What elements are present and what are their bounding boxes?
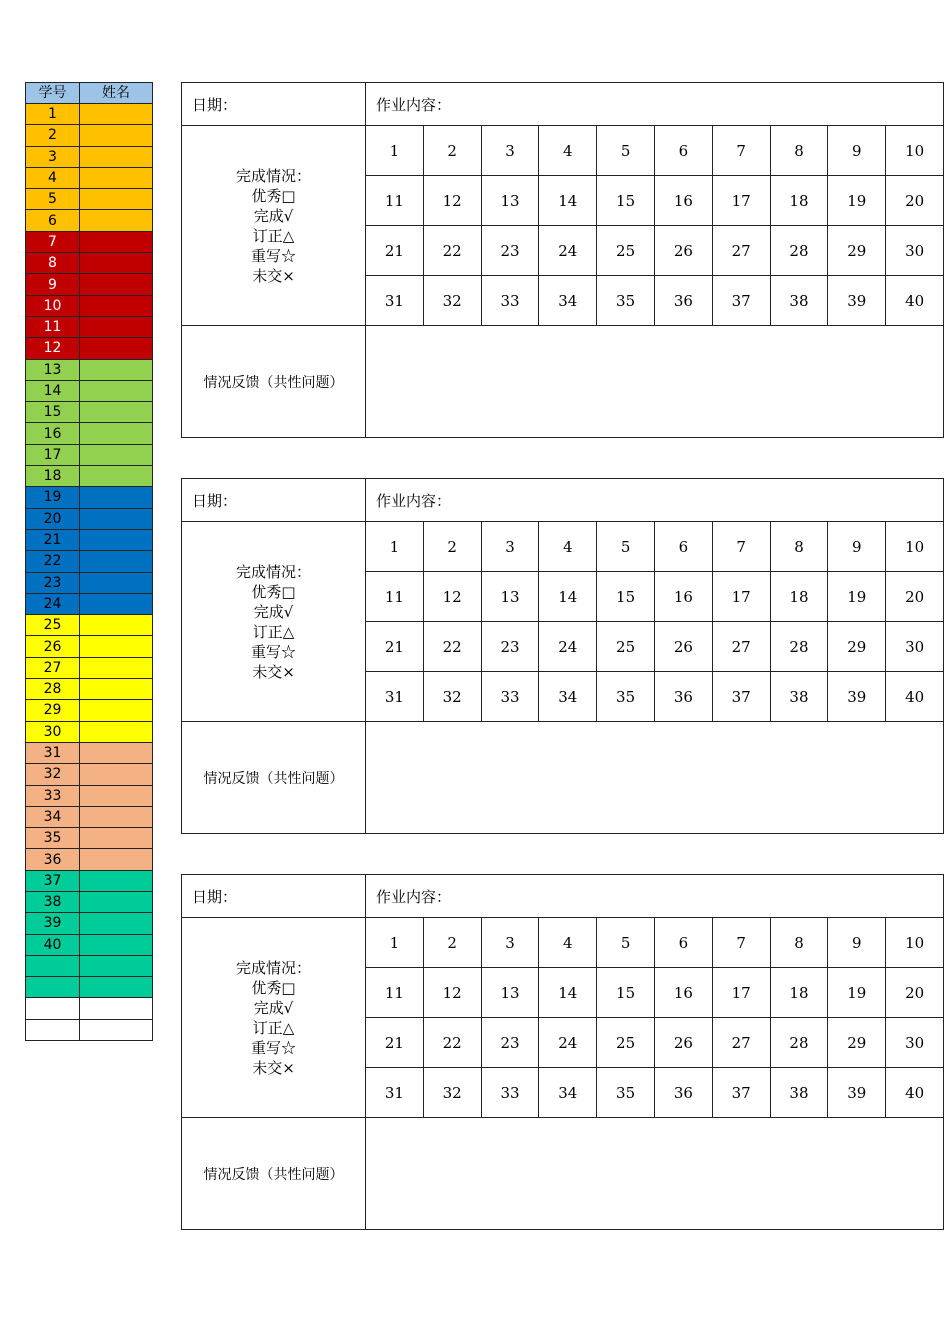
student-name-cell[interactable] xyxy=(80,274,153,295)
student-number-box[interactable]: 28 xyxy=(770,622,828,672)
student-number-box[interactable]: 36 xyxy=(654,672,712,722)
roster-row xyxy=(26,977,153,998)
student-number-box[interactable]: 14 xyxy=(539,968,597,1018)
student-number-box[interactable]: 32 xyxy=(423,1068,481,1118)
student-number-box[interactable]: 15 xyxy=(597,176,655,226)
roster-row xyxy=(26,934,153,955)
student-number-box[interactable]: 26 xyxy=(654,622,712,672)
student-number-cell: 37 xyxy=(26,870,80,891)
student-number-box[interactable]: 24 xyxy=(539,1018,597,1068)
roster-row xyxy=(26,657,153,678)
roster-row xyxy=(26,551,153,572)
student-number-box[interactable]: 15 xyxy=(597,572,655,622)
student-number-cell: 23 xyxy=(26,572,80,593)
student-number-box[interactable]: 2 xyxy=(423,918,481,968)
completion-status-legend xyxy=(182,126,366,326)
student-number-box[interactable]: 27 xyxy=(712,226,770,276)
student-number-box[interactable]: 27 xyxy=(712,1018,770,1068)
student-name-cell[interactable] xyxy=(80,849,153,870)
completion-status-legend xyxy=(182,918,366,1118)
feedback-label: 情况反馈（共性问题） xyxy=(182,722,366,834)
student-number-cell: 16 xyxy=(26,423,80,444)
student-number-cell: 39 xyxy=(26,913,80,934)
roster-row xyxy=(26,1019,153,1040)
student-number-cell: 33 xyxy=(26,785,80,806)
feedback-area[interactable] xyxy=(366,326,944,438)
student-number-box[interactable]: 21 xyxy=(366,622,424,672)
status-legend-line: 重写☆ xyxy=(250,642,296,661)
student-number-cell: 24 xyxy=(26,593,80,614)
student-number-box[interactable]: 31 xyxy=(366,672,424,722)
student-number-cell: 35 xyxy=(26,828,80,849)
student-number-cell xyxy=(26,1019,80,1040)
student-number-box[interactable]: 12 xyxy=(423,572,481,622)
roster-header-student-name: 姓名 xyxy=(80,83,153,104)
student-name-cell[interactable] xyxy=(80,402,153,423)
student-number-cell: 29 xyxy=(26,700,80,721)
student-number-box[interactable]: 24 xyxy=(539,622,597,672)
student-number-cell: 31 xyxy=(26,742,80,763)
student-number-box[interactable]: 37 xyxy=(712,276,770,326)
student-number-cell: 9 xyxy=(26,274,80,295)
student-number-box[interactable]: 39 xyxy=(828,1068,886,1118)
student-number-cell: 27 xyxy=(26,657,80,678)
student-name-cell[interactable] xyxy=(80,423,153,444)
student-number-box[interactable]: 29 xyxy=(828,622,886,672)
student-number-box[interactable]: 37 xyxy=(712,1068,770,1118)
student-number-box[interactable]: 23 xyxy=(481,226,539,276)
student-number-box[interactable]: 16 xyxy=(654,572,712,622)
roster-row xyxy=(26,806,153,827)
student-number-box[interactable]: 13 xyxy=(481,176,539,226)
student-number-box[interactable]: 39 xyxy=(828,672,886,722)
student-number-box[interactable]: 21 xyxy=(366,1018,424,1068)
student-number-cell: 8 xyxy=(26,253,80,274)
student-number-box[interactable]: 26 xyxy=(654,1018,712,1068)
student-number-box[interactable]: 16 xyxy=(654,176,712,226)
student-number-box[interactable]: 22 xyxy=(423,226,481,276)
student-number-box[interactable]: 34 xyxy=(539,276,597,326)
student-number-cell: 11 xyxy=(26,316,80,337)
student-number-box[interactable]: 3 xyxy=(481,126,539,176)
roster-row xyxy=(26,764,153,785)
student-number-cell: 40 xyxy=(26,934,80,955)
status-legend-line: 完成情况： xyxy=(235,562,311,581)
student-name-cell[interactable] xyxy=(80,466,153,487)
student-number-box[interactable]: 20 xyxy=(886,968,944,1018)
student-name-cell[interactable] xyxy=(80,253,153,274)
status-legend-line: 完成√ xyxy=(253,206,294,225)
student-number-box[interactable]: 25 xyxy=(597,226,655,276)
student-name-cell[interactable] xyxy=(80,700,153,721)
assignment-block-3 xyxy=(181,874,943,1230)
student-number-cell: 3 xyxy=(26,146,80,167)
student-name-cell[interactable] xyxy=(80,721,153,742)
student-number-box[interactable]: 29 xyxy=(828,1018,886,1068)
assignment-block-2 xyxy=(181,478,943,834)
student-number-box[interactable]: 19 xyxy=(828,572,886,622)
roster-row xyxy=(26,402,153,423)
student-number-cell: 34 xyxy=(26,806,80,827)
student-name-cell[interactable] xyxy=(80,295,153,316)
student-name-cell[interactable] xyxy=(80,891,153,912)
student-name-cell[interactable] xyxy=(80,593,153,614)
roster-row xyxy=(26,274,153,295)
student-number-cell: 28 xyxy=(26,679,80,700)
roster-row xyxy=(26,636,153,657)
student-number-box[interactable]: 7 xyxy=(712,522,770,572)
roster-row xyxy=(26,231,153,252)
student-name-cell[interactable] xyxy=(80,167,153,188)
student-number-box[interactable]: 7 xyxy=(712,126,770,176)
status-legend-line: 重写☆ xyxy=(250,1038,296,1057)
student-number-box[interactable]: 15 xyxy=(597,968,655,1018)
student-name-cell[interactable] xyxy=(80,742,153,763)
student-number-box[interactable]: 30 xyxy=(886,1018,944,1068)
student-number-box[interactable]: 1 xyxy=(366,918,424,968)
student-number-cell: 4 xyxy=(26,167,80,188)
student-name-cell[interactable] xyxy=(80,977,153,998)
student-number-box[interactable]: 10 xyxy=(886,522,944,572)
student-number-cell: 12 xyxy=(26,338,80,359)
roster-row xyxy=(26,700,153,721)
roster-row xyxy=(26,998,153,1019)
student-number-box[interactable]: 3 xyxy=(481,918,539,968)
student-number-cell xyxy=(26,998,80,1019)
student-number-box[interactable]: 27 xyxy=(712,622,770,672)
student-number-cell: 1 xyxy=(26,104,80,125)
homework-content-label[interactable]: 作业内容： xyxy=(366,875,944,918)
student-number-box[interactable]: 5 xyxy=(597,126,655,176)
student-number-box[interactable]: 36 xyxy=(654,1068,712,1118)
student-name-cell[interactable] xyxy=(80,636,153,657)
student-number-box[interactable]: 8 xyxy=(770,522,828,572)
student-number-box[interactable]: 1 xyxy=(366,126,424,176)
student-name-cell[interactable] xyxy=(80,529,153,550)
student-number-box[interactable]: 25 xyxy=(597,622,655,672)
student-name-cell[interactable] xyxy=(80,146,153,167)
roster-header-row xyxy=(26,83,153,104)
student-number-box[interactable]: 2 xyxy=(423,126,481,176)
student-number-box[interactable]: 20 xyxy=(886,176,944,226)
roster-row xyxy=(26,167,153,188)
student-name-cell[interactable] xyxy=(80,764,153,785)
student-number-box[interactable]: 6 xyxy=(654,522,712,572)
student-name-cell[interactable] xyxy=(80,615,153,636)
roster-row xyxy=(26,785,153,806)
student-number-box[interactable]: 28 xyxy=(770,1018,828,1068)
student-number-box[interactable]: 17 xyxy=(712,572,770,622)
student-number-cell: 20 xyxy=(26,508,80,529)
roster-row xyxy=(26,146,153,167)
student-number-cell: 5 xyxy=(26,189,80,210)
feedback-label: 情况反馈（共性问题） xyxy=(182,1118,366,1230)
student-number-box[interactable]: 17 xyxy=(712,968,770,1018)
roster-row xyxy=(26,508,153,529)
status-legend-line: 完成√ xyxy=(253,998,294,1017)
status-legend-line: 未交× xyxy=(252,1058,295,1077)
student-number-box[interactable]: 9 xyxy=(828,522,886,572)
student-name-cell[interactable] xyxy=(80,785,153,806)
student-number-box[interactable]: 14 xyxy=(539,176,597,226)
student-number-box[interactable]: 30 xyxy=(886,226,944,276)
roster-row xyxy=(26,444,153,465)
roster-row xyxy=(26,189,153,210)
student-number-box[interactable]: 35 xyxy=(597,672,655,722)
student-name-cell[interactable] xyxy=(80,806,153,827)
student-number-box[interactable]: 21 xyxy=(366,226,424,276)
roster-row xyxy=(26,253,153,274)
student-number-box[interactable]: 23 xyxy=(481,622,539,672)
student-number-box[interactable]: 2 xyxy=(423,522,481,572)
student-number-box[interactable]: 31 xyxy=(366,1068,424,1118)
assignment-block-1 xyxy=(181,82,943,438)
student-number-box[interactable]: 25 xyxy=(597,1018,655,1068)
student-number-box[interactable]: 33 xyxy=(481,276,539,326)
student-number-box[interactable]: 32 xyxy=(423,672,481,722)
status-legend-line: 未交× xyxy=(252,266,295,285)
student-number-cell: 19 xyxy=(26,487,80,508)
student-number-box[interactable]: 39 xyxy=(828,276,886,326)
student-number-box[interactable]: 6 xyxy=(654,918,712,968)
student-number-box[interactable]: 24 xyxy=(539,226,597,276)
student-number-box[interactable]: 33 xyxy=(481,1068,539,1118)
student-name-cell[interactable] xyxy=(80,955,153,976)
roster-row xyxy=(26,870,153,891)
roster-row xyxy=(26,828,153,849)
student-number-cell: 6 xyxy=(26,210,80,231)
status-legend-line: 优秀□ xyxy=(251,978,296,997)
student-number-box[interactable]: 34 xyxy=(539,672,597,722)
roster-row xyxy=(26,529,153,550)
student-name-cell[interactable] xyxy=(80,1019,153,1040)
status-legend-line: 未交× xyxy=(252,662,295,681)
roster-row xyxy=(26,104,153,125)
student-number-cell: 18 xyxy=(26,466,80,487)
status-legend-line: 订正△ xyxy=(252,1018,295,1037)
roster-row xyxy=(26,295,153,316)
student-number-box[interactable]: 4 xyxy=(539,126,597,176)
assignment-table xyxy=(181,82,944,438)
student-number-box[interactable]: 13 xyxy=(481,968,539,1018)
roster-row xyxy=(26,849,153,870)
student-number-cell: 10 xyxy=(26,295,80,316)
student-number-cell xyxy=(26,955,80,976)
student-name-cell[interactable] xyxy=(80,444,153,465)
student-number-cell: 14 xyxy=(26,380,80,401)
student-name-cell[interactable] xyxy=(80,870,153,891)
student-number-box[interactable]: 10 xyxy=(886,918,944,968)
student-number-box[interactable]: 36 xyxy=(654,276,712,326)
student-number-box[interactable]: 29 xyxy=(828,226,886,276)
student-number-box[interactable]: 10 xyxy=(886,126,944,176)
status-legend-line: 完成情况： xyxy=(235,958,311,977)
student-name-cell[interactable] xyxy=(80,338,153,359)
student-name-cell[interactable] xyxy=(80,231,153,252)
student-number-box[interactable]: 18 xyxy=(770,572,828,622)
student-number-box[interactable]: 11 xyxy=(366,176,424,226)
completion-status-legend xyxy=(182,522,366,722)
student-number-box[interactable]: 5 xyxy=(597,522,655,572)
status-legend-line: 订正△ xyxy=(252,226,295,245)
student-number-cell: 25 xyxy=(26,615,80,636)
student-number-box[interactable]: 16 xyxy=(654,968,712,1018)
student-number-box[interactable]: 12 xyxy=(423,176,481,226)
student-name-cell[interactable] xyxy=(80,934,153,955)
student-number-box[interactable]: 11 xyxy=(366,968,424,1018)
date-label[interactable]: 日期： xyxy=(182,83,366,126)
student-number-box[interactable]: 38 xyxy=(770,276,828,326)
student-name-cell[interactable] xyxy=(80,104,153,125)
student-number-box[interactable]: 30 xyxy=(886,622,944,672)
student-number-box[interactable]: 19 xyxy=(828,968,886,1018)
roster-row xyxy=(26,380,153,401)
student-name-cell[interactable] xyxy=(80,508,153,529)
student-name-cell[interactable] xyxy=(80,380,153,401)
student-number-box[interactable]: 32 xyxy=(423,276,481,326)
date-label[interactable]: 日期： xyxy=(182,479,366,522)
student-name-cell[interactable] xyxy=(80,657,153,678)
student-number-box[interactable]: 38 xyxy=(770,672,828,722)
student-number-box[interactable]: 4 xyxy=(539,522,597,572)
student-number-box[interactable]: 26 xyxy=(654,226,712,276)
homework-content-label[interactable]: 作业内容： xyxy=(366,479,944,522)
student-number-cell: 26 xyxy=(26,636,80,657)
roster-row xyxy=(26,679,153,700)
student-number-box[interactable]: 18 xyxy=(770,176,828,226)
student-number-box[interactable]: 19 xyxy=(828,176,886,226)
student-number-cell: 38 xyxy=(26,891,80,912)
student-number-cell: 21 xyxy=(26,529,80,550)
roster-row xyxy=(26,423,153,444)
student-number-box[interactable]: 12 xyxy=(423,968,481,1018)
student-number-box[interactable]: 37 xyxy=(712,672,770,722)
student-number-box[interactable]: 31 xyxy=(366,276,424,326)
student-number-cell: 15 xyxy=(26,402,80,423)
roster-row xyxy=(26,742,153,763)
roster-row xyxy=(26,615,153,636)
student-number-box[interactable]: 20 xyxy=(886,572,944,622)
student-number-box[interactable]: 3 xyxy=(481,522,539,572)
student-number-box[interactable]: 33 xyxy=(481,672,539,722)
date-label[interactable]: 日期： xyxy=(182,875,366,918)
student-number-cell: 7 xyxy=(26,231,80,252)
status-legend-line: 优秀□ xyxy=(251,582,296,601)
student-number-cell xyxy=(26,977,80,998)
student-number-box[interactable]: 22 xyxy=(423,1018,481,1068)
student-number-box[interactable]: 35 xyxy=(597,1068,655,1118)
student-name-cell[interactable] xyxy=(80,189,153,210)
student-name-cell[interactable] xyxy=(80,998,153,1019)
student-number-box[interactable]: 4 xyxy=(539,918,597,968)
student-number-box[interactable]: 40 xyxy=(886,1068,944,1118)
homework-content-label[interactable]: 作业内容： xyxy=(366,83,944,126)
roster-row xyxy=(26,359,153,380)
student-number-cell: 36 xyxy=(26,849,80,870)
student-number-box[interactable]: 1 xyxy=(366,522,424,572)
status-legend-line: 完成√ xyxy=(253,602,294,621)
student-name-cell[interactable] xyxy=(80,913,153,934)
student-name-cell[interactable] xyxy=(80,359,153,380)
student-number-box[interactable]: 6 xyxy=(654,126,712,176)
status-legend-line: 完成情况： xyxy=(235,166,311,185)
feedback-label: 情况反馈（共性问题） xyxy=(182,326,366,438)
roster-row xyxy=(26,891,153,912)
student-name-cell[interactable] xyxy=(80,316,153,337)
student-name-cell[interactable] xyxy=(80,210,153,231)
status-legend-line: 优秀□ xyxy=(251,186,296,205)
student-number-box[interactable]: 7 xyxy=(712,918,770,968)
status-legend-line: 重写☆ xyxy=(250,246,296,265)
roster-row xyxy=(26,210,153,231)
student-name-cell[interactable] xyxy=(80,679,153,700)
student-number-box[interactable]: 23 xyxy=(481,1018,539,1068)
student-number-box[interactable]: 40 xyxy=(886,276,944,326)
assignment-table xyxy=(181,478,944,834)
roster-row xyxy=(26,721,153,742)
student-number-box[interactable]: 14 xyxy=(539,572,597,622)
roster-row xyxy=(26,125,153,146)
roster-row xyxy=(26,316,153,337)
roster-row xyxy=(26,955,153,976)
roster-row xyxy=(26,338,153,359)
student-number-box[interactable]: 17 xyxy=(712,176,770,226)
student-number-cell: 30 xyxy=(26,721,80,742)
student-name-cell[interactable] xyxy=(80,487,153,508)
student-name-cell[interactable] xyxy=(80,828,153,849)
student-number-box[interactable]: 35 xyxy=(597,276,655,326)
feedback-area[interactable] xyxy=(366,722,944,834)
roster-row xyxy=(26,593,153,614)
student-name-cell[interactable] xyxy=(80,551,153,572)
student-number-box[interactable]: 5 xyxy=(597,918,655,968)
student-number-box[interactable]: 34 xyxy=(539,1068,597,1118)
feedback-area[interactable] xyxy=(366,1118,944,1230)
student-name-cell[interactable] xyxy=(80,572,153,593)
student-number-box[interactable]: 8 xyxy=(770,918,828,968)
roster-header-student-number: 学号 xyxy=(26,83,80,104)
student-number-box[interactable]: 9 xyxy=(828,918,886,968)
student-number-box[interactable]: 11 xyxy=(366,572,424,622)
student-name-cell[interactable] xyxy=(80,125,153,146)
roster-row xyxy=(26,487,153,508)
student-number-cell: 2 xyxy=(26,125,80,146)
student-number-cell: 22 xyxy=(26,551,80,572)
status-legend-line: 订正△ xyxy=(252,622,295,641)
student-number-box[interactable]: 9 xyxy=(828,126,886,176)
student-number-cell: 13 xyxy=(26,359,80,380)
student-number-box[interactable]: 40 xyxy=(886,672,944,722)
student-number-box[interactable]: 8 xyxy=(770,126,828,176)
roster-row xyxy=(26,466,153,487)
student-number-box[interactable]: 38 xyxy=(770,1068,828,1118)
student-number-box[interactable]: 28 xyxy=(770,226,828,276)
student-number-box[interactable]: 22 xyxy=(423,622,481,672)
assignment-table xyxy=(181,874,944,1230)
roster-row xyxy=(26,572,153,593)
student-roster-table xyxy=(25,82,153,1041)
student-number-cell: 32 xyxy=(26,764,80,785)
student-number-box[interactable]: 18 xyxy=(770,968,828,1018)
student-number-cell: 17 xyxy=(26,444,80,465)
roster-row xyxy=(26,913,153,934)
student-number-box[interactable]: 13 xyxy=(481,572,539,622)
